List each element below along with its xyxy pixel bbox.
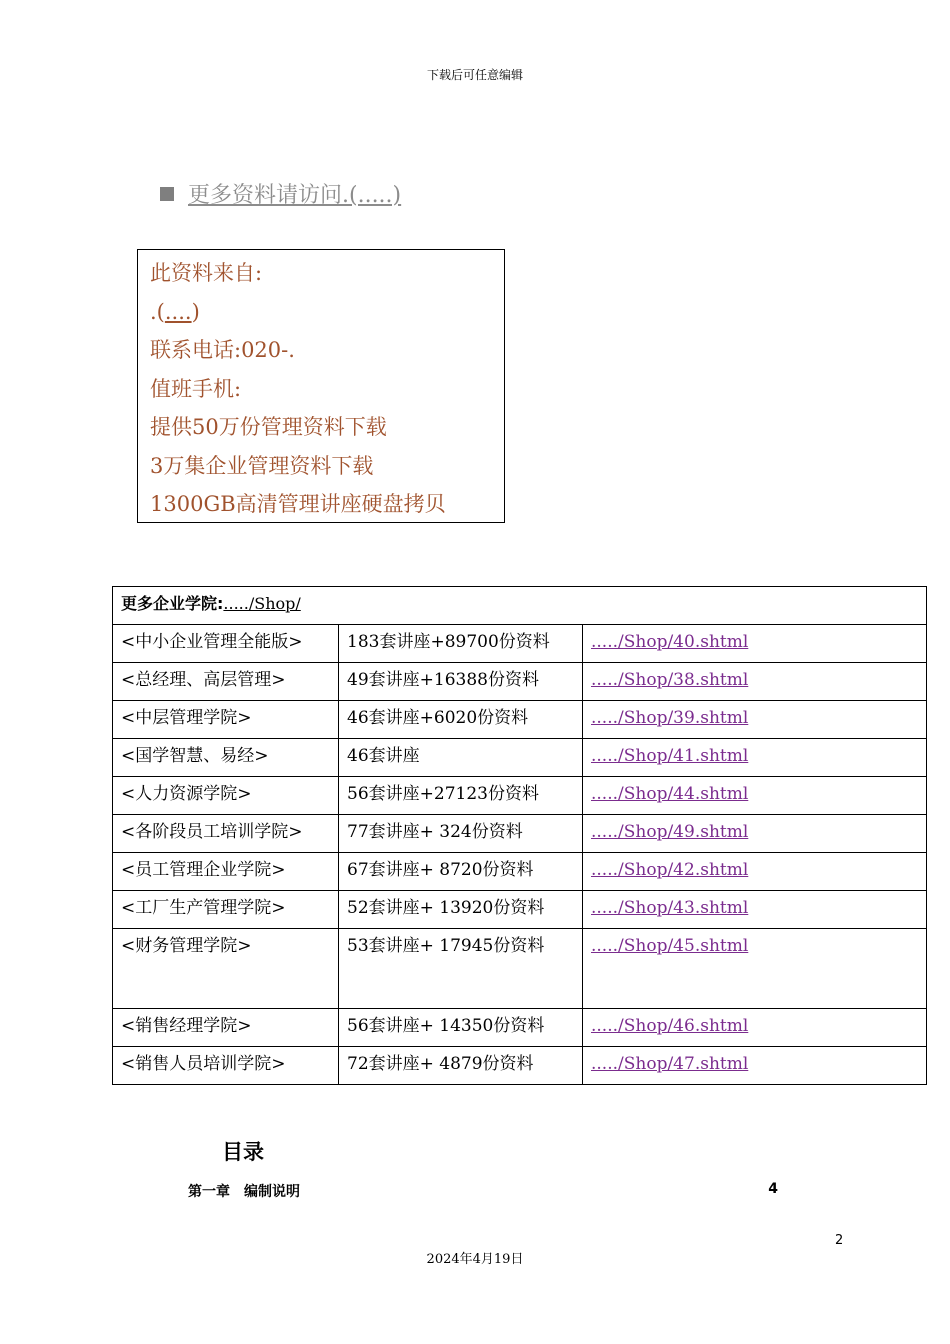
table-row — [113, 1047, 927, 1085]
course-link[interactable]: ...../Shop/41.shtml — [591, 746, 749, 766]
course-link-cell — [583, 815, 927, 853]
more-info-link[interactable]: 更多资料请访问.(.....) — [188, 183, 402, 208]
table-row — [113, 625, 927, 663]
course-link-cell — [583, 1009, 927, 1047]
course-name: <中小企业管理全能版> — [113, 625, 339, 663]
course-link[interactable]: ...../Shop/47.shtml — [591, 1054, 749, 1074]
course-content: 67套讲座+ 8720份资料 — [339, 853, 583, 891]
page-number: 2 — [835, 1233, 844, 1248]
course-name: <总经理、高层管理> — [113, 663, 339, 701]
header-note: 下载后可任意编辑 — [426, 68, 523, 82]
footer-date: 2024年4月19日 — [426, 1252, 524, 1267]
table-row — [113, 853, 927, 891]
course-link[interactable]: ...../Shop/44.shtml — [591, 784, 749, 804]
table-header-label: 更多企业学院: — [121, 594, 224, 613]
source-website-link[interactable]: .... — [164, 299, 192, 324]
table-row — [113, 929, 927, 1009]
course-table — [112, 586, 927, 1085]
toc-title: 目录 — [222, 1140, 264, 1164]
offer-line-2: 3万集企业管理资料下载 — [150, 453, 374, 478]
source-info-box — [137, 249, 505, 523]
course-name: <销售人员培训学院> — [113, 1047, 339, 1085]
course-link-cell — [583, 663, 927, 701]
course-content: 49套讲座+16388份资料 — [339, 663, 583, 701]
shop-link[interactable]: ...../Shop/ — [223, 594, 301, 613]
table-row — [113, 777, 927, 815]
course-name: <员工管理企业学院> — [113, 853, 339, 891]
course-content — [339, 929, 583, 1009]
offer-line-3: 1300GB高清管理讲座硬盘拷贝 — [150, 492, 446, 516]
course-link-cell — [583, 701, 927, 739]
course-content: 183套讲座+89700份资料 — [339, 625, 583, 663]
course-link-cell — [583, 739, 927, 777]
course-name: <中层管理学院> — [113, 701, 339, 739]
offer-line-1: 提供50万份管理资料下载 — [150, 415, 387, 439]
course-content: 77套讲座+ 324份资料 — [339, 815, 583, 853]
course-link[interactable]: ...../Shop/38.shtml — [591, 670, 749, 690]
source-website-suffix: ) — [191, 299, 200, 324]
course-link[interactable]: ...../Shop/42.shtml — [591, 860, 749, 880]
course-link-cell — [583, 929, 927, 1009]
table-row — [113, 815, 927, 853]
course-content: 46套讲座 — [339, 739, 583, 777]
course-link[interactable]: ...../Shop/40.shtml — [591, 632, 749, 652]
course-link[interactable]: ...../Shop/43.shtml — [591, 898, 749, 918]
table-row — [113, 701, 927, 739]
course-content: 72套讲座+ 4879份资料 — [339, 1047, 583, 1085]
course-name: <国学智慧、易经> — [113, 739, 339, 777]
course-link-cell — [583, 853, 927, 891]
table-row — [113, 1009, 927, 1047]
course-link-cell — [583, 777, 927, 815]
toc-entry-page: 4 — [768, 1181, 778, 1197]
table-header-row — [113, 587, 927, 625]
square-bullet-icon — [160, 187, 174, 201]
source-website-line — [150, 293, 504, 332]
toc-entry-label: 第一章 编制说明 — [188, 1184, 300, 1200]
contact-phone-line: 联系电话:020-. — [150, 338, 295, 362]
course-content: 56套讲座+27123份资料 — [339, 777, 583, 815]
course-link[interactable]: ...../Shop/39.shtml — [591, 708, 749, 728]
table-row — [113, 891, 927, 929]
source-line: 此资料来自: — [150, 261, 263, 285]
course-link[interactable]: ...../Shop/49.shtml — [591, 822, 749, 842]
course-name: <人力资源学院> — [113, 777, 339, 815]
course-link[interactable]: ...../Shop/45.shtml — [591, 936, 749, 956]
course-content: 46套讲座+6020份资料 — [339, 701, 583, 739]
course-link-cell — [583, 891, 927, 929]
duty-mobile-line: 值班手机: — [150, 376, 242, 401]
more-info-row — [160, 178, 401, 209]
course-content-text: 53套讲座+ 17945份资料 — [347, 936, 545, 956]
course-name: <工厂生产管理学院> — [113, 891, 339, 929]
course-link[interactable]: ...../Shop/46.shtml — [591, 1016, 749, 1036]
table-row — [113, 663, 927, 701]
table-row — [113, 739, 927, 777]
course-content: 52套讲座+ 13920份资料 — [339, 891, 583, 929]
course-name: <销售经理学院> — [113, 1009, 339, 1047]
toc-entry[interactable] — [188, 1181, 778, 1201]
table-header-cell — [113, 587, 927, 625]
source-website-prefix: .( — [150, 299, 165, 324]
course-link-cell — [583, 1047, 927, 1085]
course-content: 56套讲座+ 14350份资料 — [339, 1009, 583, 1047]
course-name: <财务管理学院> — [113, 929, 339, 1009]
course-link-cell — [583, 625, 927, 663]
course-name: <各阶段员工培训学院> — [113, 815, 339, 853]
